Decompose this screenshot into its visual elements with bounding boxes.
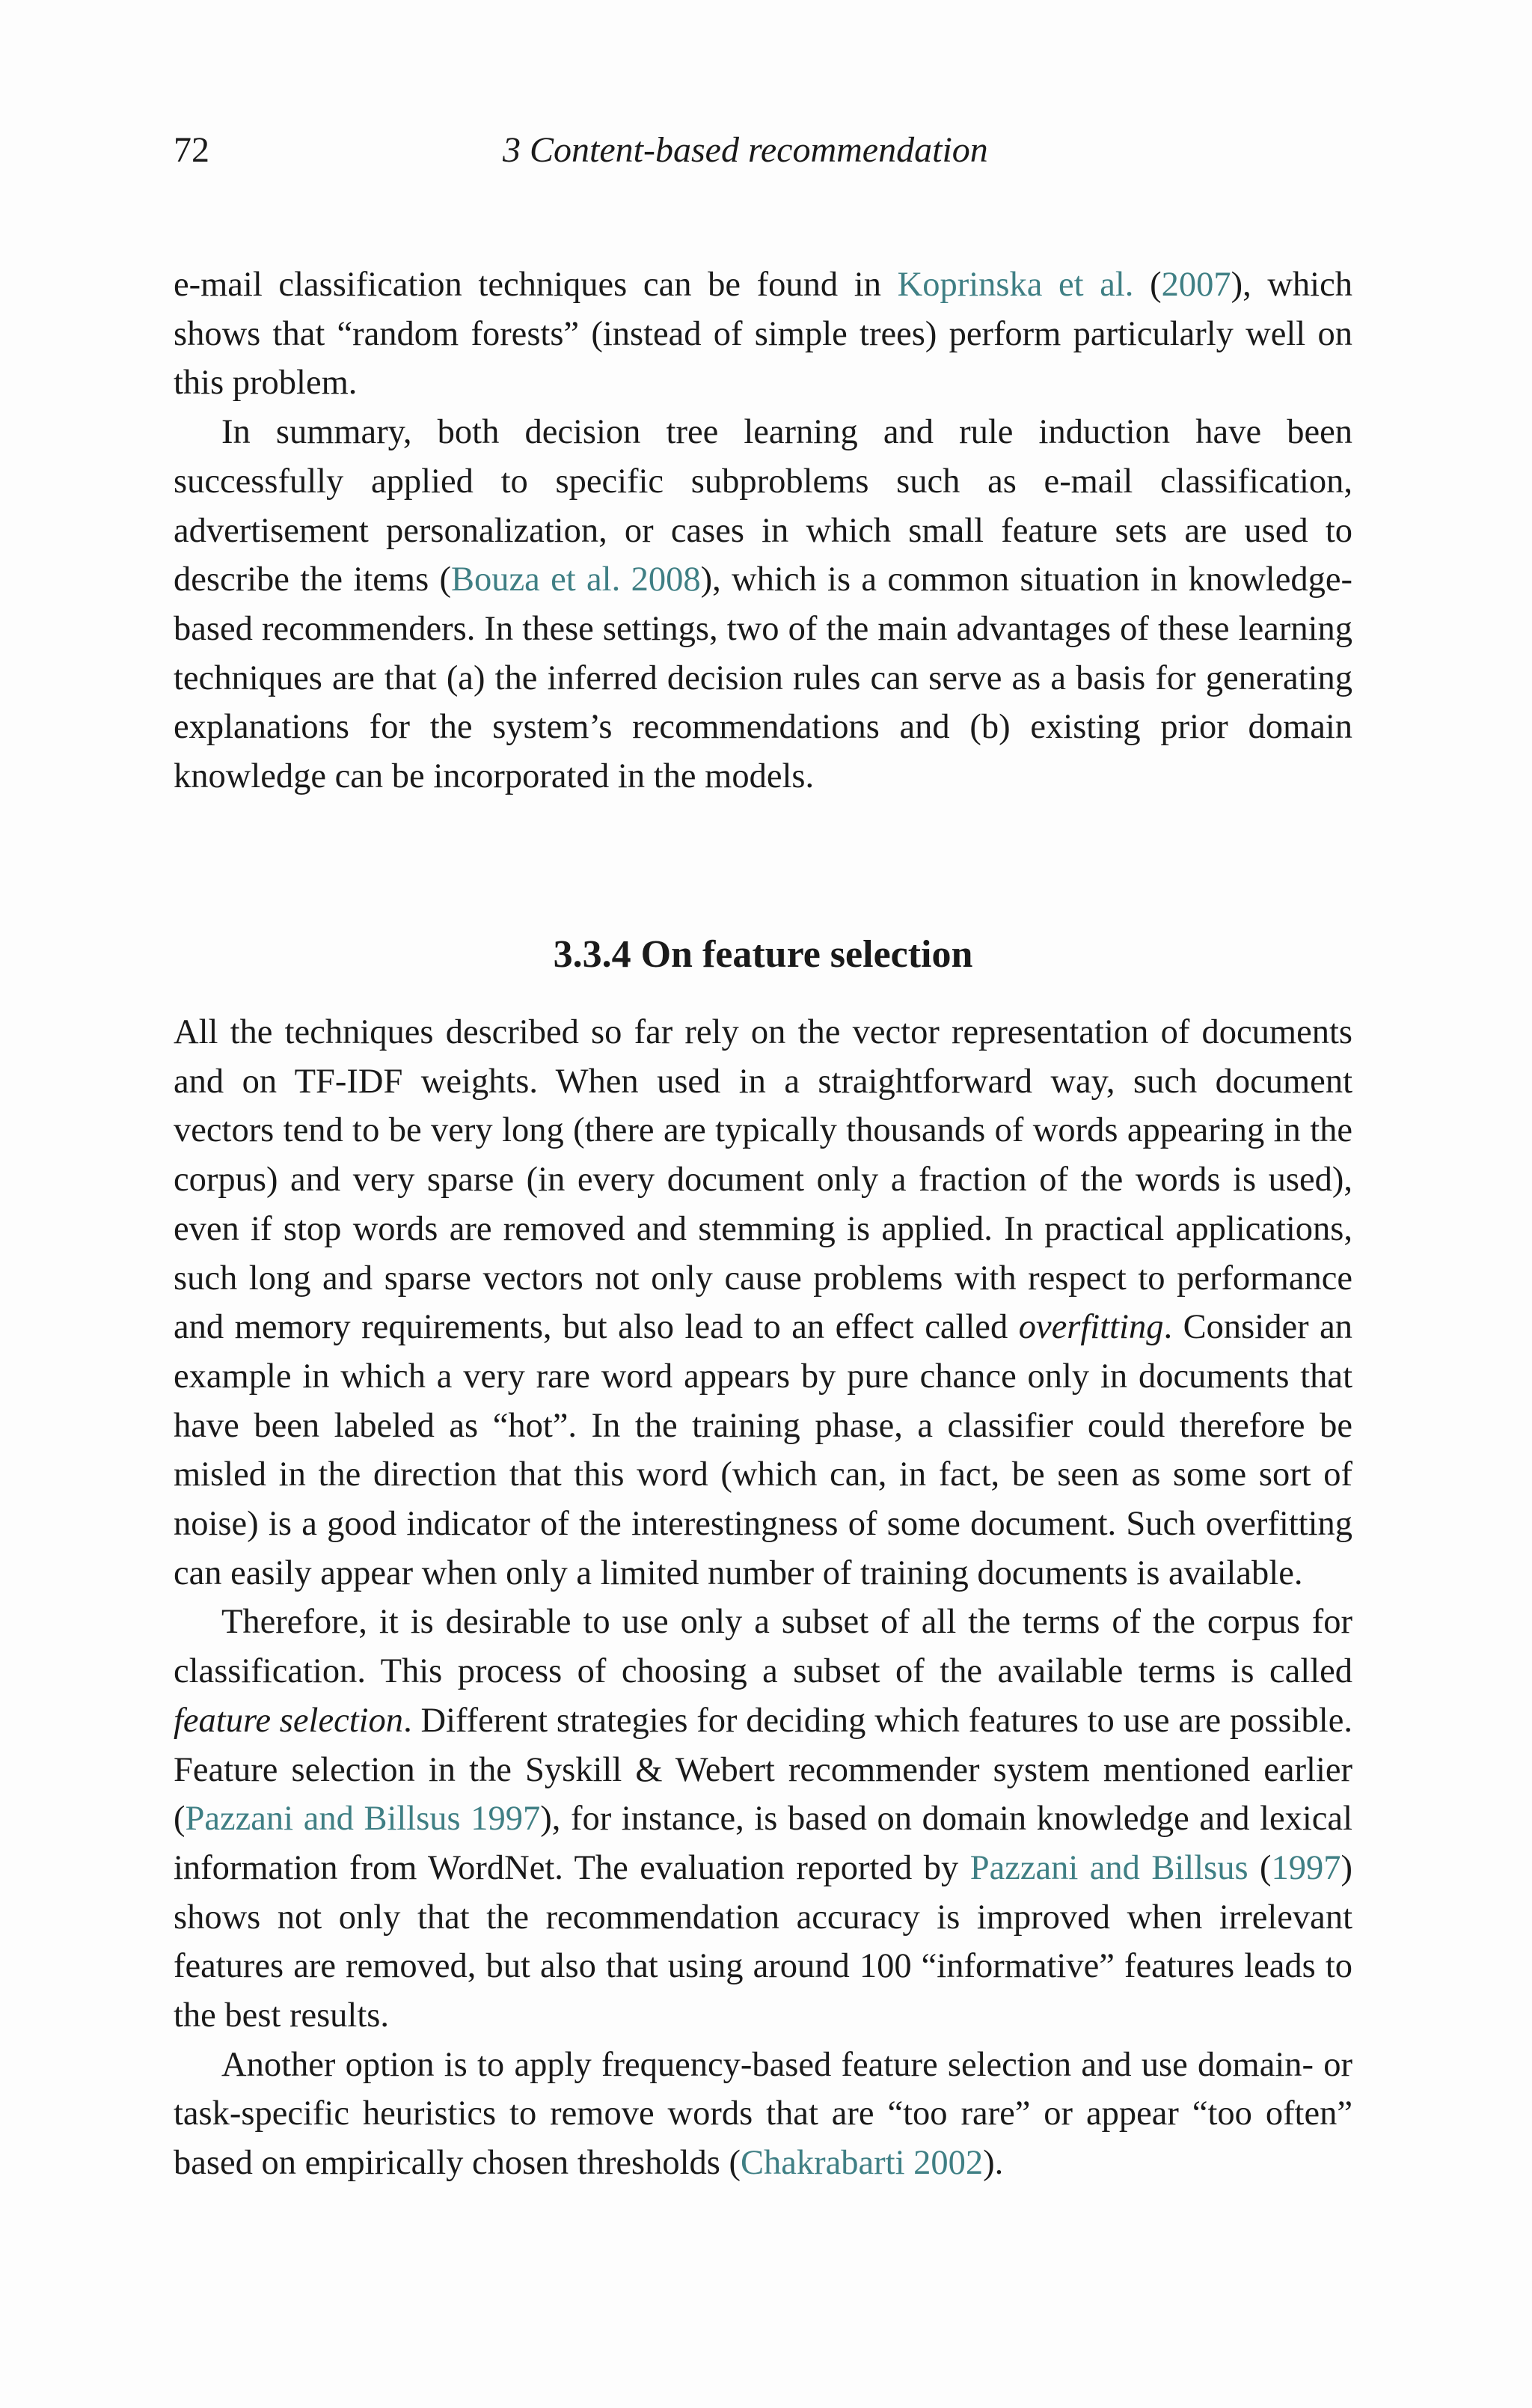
section-heading: 3.3.4 On feature selection <box>553 933 973 976</box>
paragraph-text: e-mail classification techniques can be found in <box>174 266 898 304</box>
paragraph-text: ( <box>1133 266 1162 304</box>
citation-link[interactable]: Chakrabarti 2002 <box>741 2144 984 2183</box>
paragraph-text: ( <box>1248 1848 1272 1887</box>
paragraph-text: ), which shows that “random forests” (instead of simple trees) perform particularly well on this problem. <box>174 266 1352 403</box>
citation-year-link[interactable]: 1997 <box>1271 1848 1341 1887</box>
citation-link[interactable]: Pazzani and Billsus 1997 <box>185 1800 541 1839</box>
citation-link[interactable]: Pazzani and Billsus <box>969 1848 1248 1887</box>
paragraph-text: . Different strategies for deciding which features to use are possible. Feature selection in the Syskill & Webert recommender system mentioned earlier ( <box>174 1701 1352 1839</box>
paragraph-summary <box>174 408 1352 801</box>
paragraph-text: Therefore, it is desirable to use only a subset of all the terms of the corpus for classification. This process of choosing a subset of the available terms is called <box>174 1603 1352 1691</box>
citation-link[interactable]: Bouza et al. 2008 <box>451 560 701 599</box>
emphasis-term: feature selection <box>174 1701 404 1740</box>
paragraph-text: In summary, both decision tree learning and rule induction have been successfully applied to specific subproblems such as e-mail classification, advertisement personalization, or cases in which small feature sets are used to describe the items ( <box>174 413 1352 599</box>
running-head <box>174 124 1352 177</box>
paragraph-text: Another option is to apply frequency-based feature selection and use domain- or task-specific heuristics to remove words that are “too rare” or appear “too often” based on empirically chosen thresholds ( <box>174 2045 1352 2183</box>
paragraph-text: ), which is a common situation in knowledge-based recommenders. In these settings, two of the main advantages of these learning techniques are that (a) the inferred decision rules can serve as a basis for generating explanations for the system’s recommendations and (b) existing prior domain knowledge can be incorporated in the models. <box>174 560 1352 796</box>
citation-year-link[interactable]: 2007 <box>1161 266 1231 304</box>
paragraph-email-classification <box>174 260 1352 408</box>
paragraph-feature-selection <box>174 1598 1352 2040</box>
paragraph-vector-representation <box>174 1008 1352 1598</box>
emphasis-term: overfitting <box>1018 1308 1164 1347</box>
paragraph-text: ) shows not only that the recommendation accuracy is improved when irrelevant features are removed, but also that using around 100 “informative” features leads to the best results. <box>174 1848 1352 2035</box>
running-title: 3 Content-based recommendation <box>503 130 988 170</box>
paragraph-frequency-based <box>174 2041 1352 2188</box>
paragraph-text: ), for instance, is based on domain knowledge and lexical information from WordNet. The evaluation reported by <box>174 1800 1352 1887</box>
text-block-upper <box>174 260 1352 801</box>
paragraph-text: All the techniques described so far rely on the vector representation of documents and on TF-IDF weights. When used in a straightforward way, such document vectors tend to be very long (there are typically thousands of words appearing in the corpus) and very sparse (in every document only a fraction of the words is used), even if stop words are removed and stemming is applied. In practical applications, such long and sparse vectors not only cause problems with respect to performance and memory requirements, but also lead to an effect called <box>174 1013 1352 1347</box>
paragraph-text: . Consider an example in which a very rare word appears by pure chance only in documents that have been labeled as “hot”. In the training phase, a classifier could therefore be misled in the direction that this word (which can, in fact, be seen as some sort of noise) is a good indicator of the interestingness of some document. Such overfitting can easily appear when only a limited number of training documents is available. <box>174 1308 1352 1592</box>
citation-link[interactable]: Koprinska et al. <box>897 266 1134 304</box>
paragraph-text: ). <box>983 2144 1004 2183</box>
page-number: 72 <box>174 130 209 170</box>
text-block-lower <box>174 1008 1352 2188</box>
